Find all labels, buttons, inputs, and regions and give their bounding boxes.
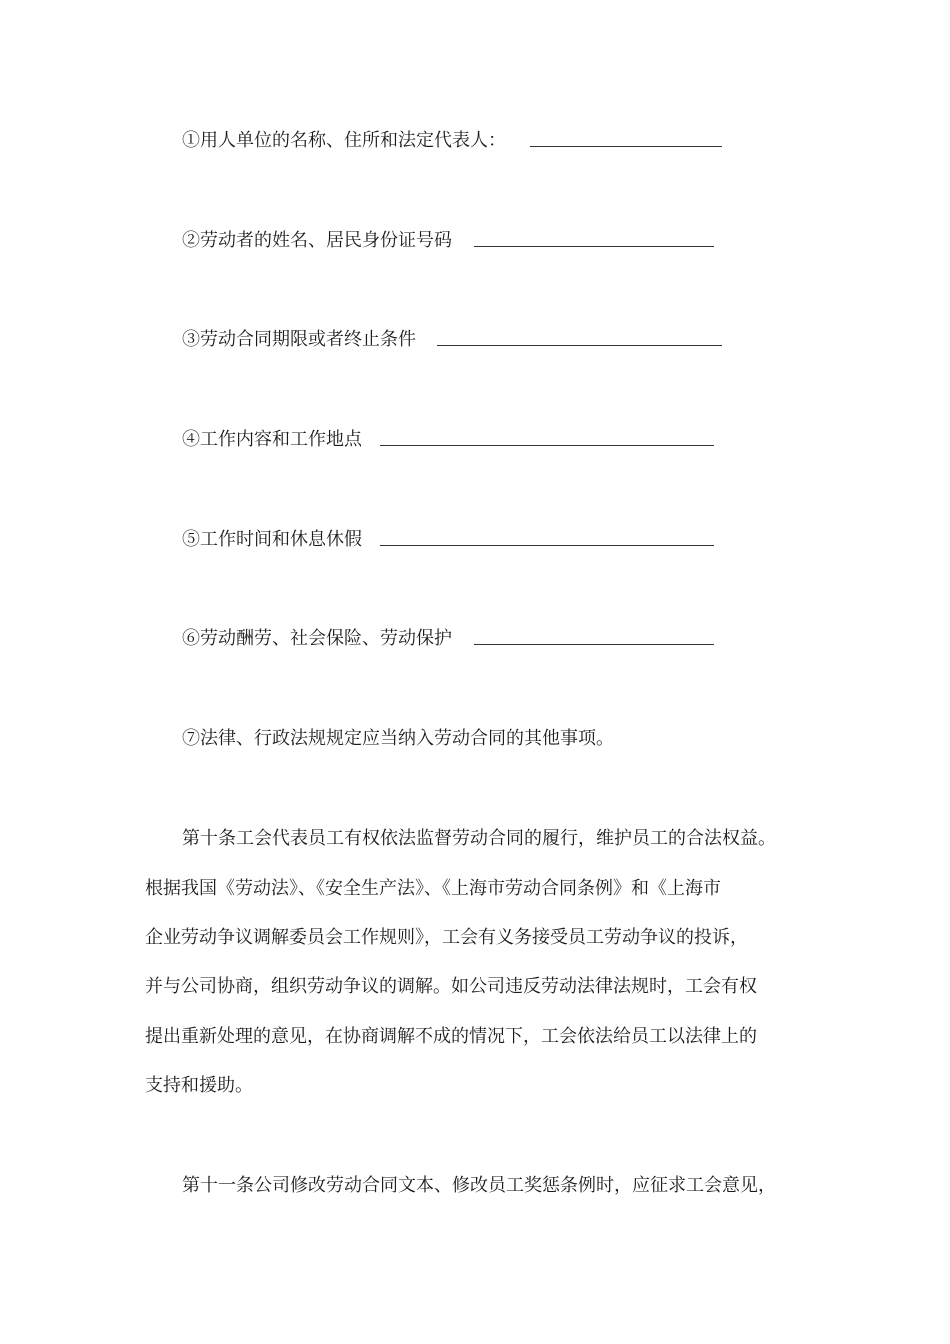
article10-line-6-text: 支持和援助。 bbox=[145, 1075, 253, 1096]
item-2-text: ②劳动者的姓名、居民身份证号码 bbox=[182, 230, 452, 251]
item-3-blank bbox=[437, 327, 722, 346]
item-3-text: ③劳动合同期限或者终止条件 bbox=[182, 329, 416, 350]
article10-line-2-text: 根据我国《劳动法》、《安全生产法》、《上海市劳动合同条例》和《上海市 bbox=[145, 878, 721, 899]
item-2-blank bbox=[474, 228, 714, 247]
article10-line-1-text: 第十条工会代表员工有权依法监督劳动合同的履行，维护员工的合法权益。 bbox=[182, 828, 776, 849]
item-1-text: ①用人单位的名称、住所和法定代表人： bbox=[182, 130, 506, 151]
article10-line-5-text: 提出重新处理的意见，在协商调解不成的情况下，工会依法给员工以法律上的 bbox=[145, 1026, 757, 1047]
item-4-text: ④工作内容和工作地点 bbox=[182, 429, 362, 450]
article10-line-4-text: 并与公司协商，组织劳动争议的调解。如公司违反劳动法律法规时，工会有权 bbox=[145, 976, 757, 997]
article11-line-1-text: 第十一条公司修改劳动合同文本、修改员工奖惩条例时，应征求工会意见， bbox=[182, 1175, 776, 1196]
item-4-blank bbox=[380, 427, 714, 446]
item-5-blank bbox=[380, 527, 714, 546]
item-6-blank bbox=[474, 626, 714, 645]
item-6-text: ⑥劳动酬劳、社会保险、劳动保护 bbox=[182, 628, 452, 649]
item-1-blank bbox=[530, 128, 722, 147]
article10-line-3-text: 企业劳动争议调解委员会工作规则》，工会有义务接受员工劳动争议的投诉， bbox=[145, 927, 748, 948]
item-7-text: ⑦法律、行政法规规定应当纳入劳动合同的其他事项。 bbox=[182, 728, 614, 749]
item-5-text: ⑤工作时间和休息休假 bbox=[182, 529, 362, 550]
